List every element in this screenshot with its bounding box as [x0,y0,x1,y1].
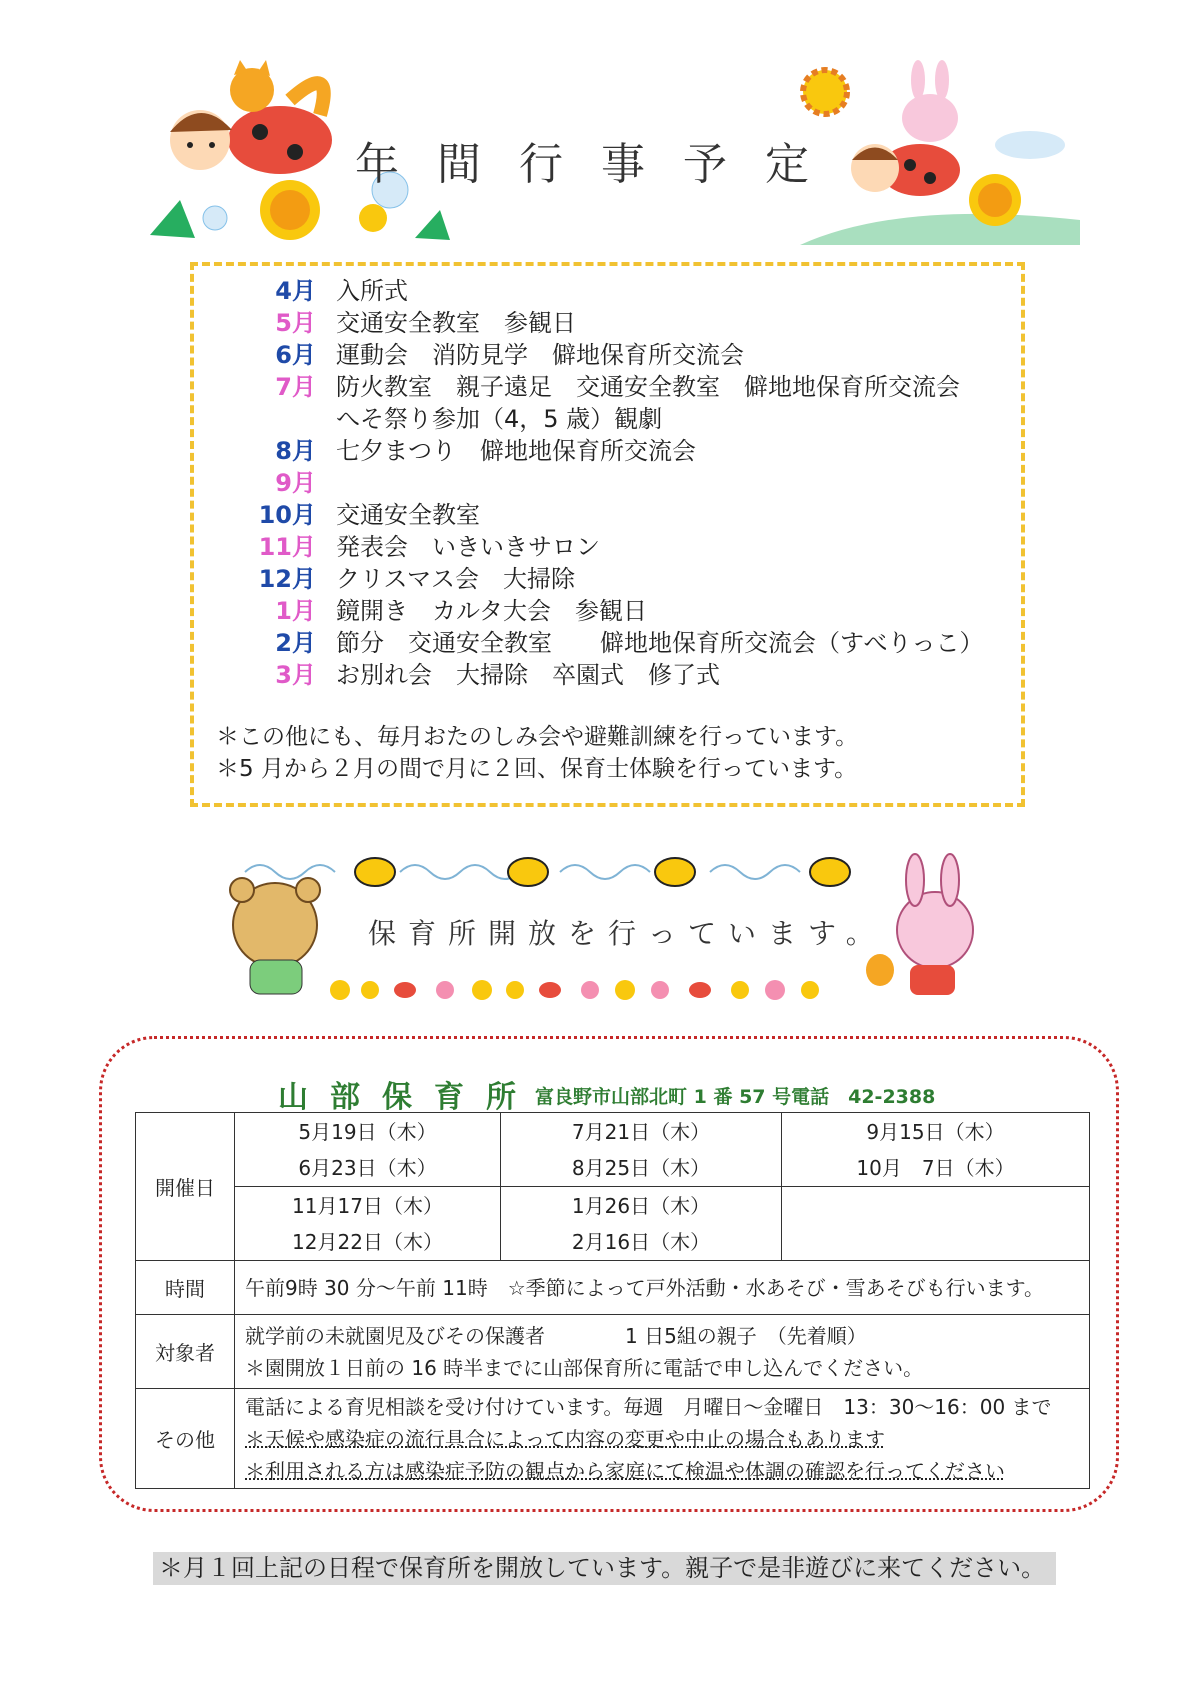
date-text: 12月22日（木） [292,1229,443,1254]
rabbit-icon [902,60,958,142]
date-cell [235,1113,501,1187]
date-text: 2月16日（木） [571,1229,711,1254]
date-text: 8月25日（木） [571,1155,711,1180]
month-label: 6月 [275,341,316,369]
hill-icon [800,214,1080,245]
flower-row [330,980,819,1000]
date-cell [501,1113,782,1187]
target-line: 就学前の未就園児及びその保護者 1 日5組の親子 （先着順） [245,1323,867,1348]
event-text: 節分 交通安全教室 僻地地保育所交流会（すべりっこ） [336,629,984,657]
leaf-icon [415,210,450,240]
schedule-row [234,660,720,690]
table-row [136,1389,1090,1489]
month-label: 4月 [275,277,316,305]
table-row [136,1187,1090,1261]
bee-icon [810,858,850,886]
dates-label: 開催日 [136,1113,235,1261]
table-row [136,1261,1090,1315]
schedule-row [234,628,984,658]
schedule-row [234,308,576,338]
sun-icon [803,70,847,114]
schedule-row [234,404,662,434]
target-value [235,1315,1090,1389]
nursery-name: 山部保育所 [278,1080,538,1115]
time-value: 午前9時 30 分〜午前 11時 ☆季節によって戸外活動・水あそび・雪あそびも行います。 [235,1261,1090,1315]
honey-pot-icon [866,954,894,986]
event-text: 運動会 消防見学 僻地保育所交流会 [336,341,744,369]
schedule-row [234,340,744,370]
month-label: 5月 [275,309,316,337]
bear-icon [230,878,320,994]
dandelion-icon [203,206,227,230]
event-text: へそ祭り参加（4，5 歳）観劇 [336,405,663,433]
target-line: ＊園開放１日前の 16 時半までに山部保育所に電話で申し込んでください。 [245,1355,924,1380]
target-label: 対象者 [136,1315,235,1389]
event-text: 防火教室 親子遠足 交通安全教室 僻地地保育所交流会 [336,373,960,401]
date-text: 1月26日（木） [571,1193,711,1218]
date-cell [782,1187,1090,1261]
event-text: お別れ会 大掃除 卒園式 修了式 [336,661,720,689]
flower-icon [359,204,387,232]
event-text: 交通安全教室 [336,501,480,529]
other-value [235,1389,1090,1489]
cloud-icon [995,131,1065,159]
schedule-row [234,564,575,594]
month-label: 9月 [275,469,316,497]
child-face-icon [170,110,232,170]
date-text: 7月21日（木） [571,1119,711,1144]
other-line: 電話による育児相談を受け付けています。毎週 月曜日〜金曜日 13：30〜16：00 まで [245,1394,1052,1419]
schedule-note: ＊この他にも、毎月おたのしみ会や避難訓練を行っています。 [216,724,859,750]
sunflower-icon [969,174,1021,226]
schedule-row [234,596,647,626]
schedule-row [234,276,408,306]
event-text: 交通安全教室 参観日 [336,309,576,337]
date-text: 10月 7日（木） [856,1155,1015,1180]
event-text: 鏡開き カルタ大会 参観日 [336,597,648,625]
date-text: 6月23日（木） [298,1155,437,1180]
bee-icon [655,858,695,886]
open-day-table [135,1112,1090,1489]
month-label: 2月 [275,629,316,657]
date-cell [235,1187,501,1261]
time-label: 時間 [136,1261,235,1315]
sunflower-icon [260,180,320,240]
date-cell [501,1187,782,1261]
nursery-address: 富良野市山部北町 1 番 57 号電話 42-2388 [535,1086,936,1108]
bee-icon [508,858,548,886]
month-label: 7月 [275,373,316,401]
ladybug-icon [228,106,332,174]
schedule-row [234,500,480,530]
other-line: ＊天候や感染症の流行具合によって内容の変更や中止の場合もあります [245,1426,885,1451]
month-label: 3月 [275,661,316,689]
event-text: 発表会 いきいきサロン [336,533,600,561]
schedule-row [234,468,336,498]
date-text: 9月15日（木） [866,1119,1005,1144]
annual-schedule-box [190,262,1025,807]
table-row [136,1113,1090,1187]
month-label: 12月 [258,565,316,593]
leaf-icon [150,200,195,238]
date-text: 5月19日（木） [298,1119,437,1144]
other-line: ＊利用される方は感染症予防の観点から家庭にて検温や体調の確認を行ってください [245,1458,1005,1483]
other-label: その他 [136,1389,235,1489]
banner-title: 保育所開放を行っています。 [368,917,886,950]
schedule-note: ＊5 月から２月の間で月に２回、保育士体験を行っています。 [216,756,858,782]
date-text: 11月17日（木） [292,1193,443,1218]
month-label: 11月 [258,533,316,561]
bee-icon [355,858,395,886]
schedule-row [234,372,960,402]
schedule-row [234,532,600,562]
month-label: 10月 [258,501,316,529]
schedule-row [234,436,696,466]
page-title: 年間行事予定 [355,139,847,190]
month-label: 8月 [275,437,316,465]
table-row [136,1315,1090,1389]
child-face-icon [851,144,899,192]
month-label: 1月 [275,597,316,625]
event-text: 七夕まつり 僻地地保育所交流会 [336,437,696,465]
footer-note: ＊月１回上記の日程で保育所を開放しています。親子で是非遊びに来てください。 [153,1552,1056,1585]
date-cell [782,1113,1090,1187]
event-text: クリスマス会 大掃除 [336,565,576,593]
event-text: 入所式 [336,277,408,305]
